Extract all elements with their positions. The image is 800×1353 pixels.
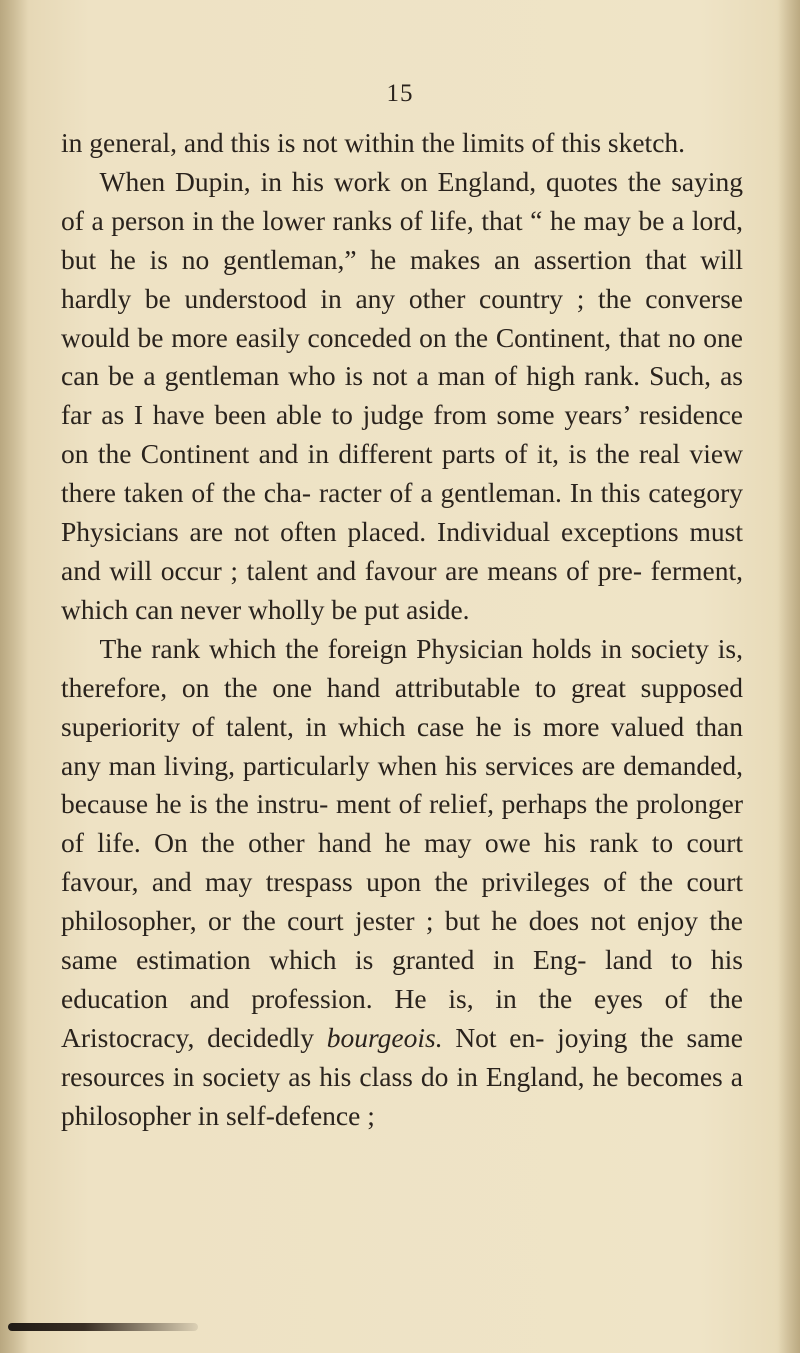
- paragraph-1: in general, and this is not within the limits of this sketch.: [61, 127, 686, 158]
- body-text: [61, 124, 743, 1136]
- italic-word-bourgeois: bourgeois.: [326, 1021, 443, 1053]
- paragraph-3-text-start: The rank which the foreign Physician holds in society is, therefore, on the one hand attributable to great supposed superiority of talent, in which case he is more valued than any man living, particularly when his services are demanded, because he is the instru- ment of relief, perhaps the prolonger of life. On the other hand he may owe his rank to court favour, and may trespass upon the privileges of the court philosopher, or the court jester ; but he does not enjoy the same estimation which is granted in Eng- land to his education and profession. He is, in the eyes of the Aristocracy, decidedly: [61, 632, 743, 1053]
- page-edge-shadow: [778, 0, 800, 1353]
- paragraph-3: [61, 630, 743, 1136]
- page-number: 15: [386, 80, 414, 107]
- binding-mark: [8, 1323, 198, 1331]
- paragraph-3-text-end: Not en- joying the same resources in society as his class do in England, he becomes a philosopher in self-defence ;: [61, 1021, 743, 1131]
- paragraph-2: When Dupin, in his work on England, quotes the saying of a person in the lower ranks of life, that “ he may be a lord, but he is no gentleman,” he makes an assertion that will hardly be understood in any other country ; the converse would be more easily conceded on the Continent, that no one can be a gentleman who is not a man of high rank. Such, as far as I have been able to judge from some years’ residence on the Continent and in different parts of it, is the real view there taken of the cha- racter of a gentleman. In this category Physicians are not often placed. Individual exceptions must and will occur ; talent and favour are means of pre- ferment, which can never wholly be put aside.: [61, 165, 743, 625]
- page-gutter-shadow: [0, 0, 28, 1353]
